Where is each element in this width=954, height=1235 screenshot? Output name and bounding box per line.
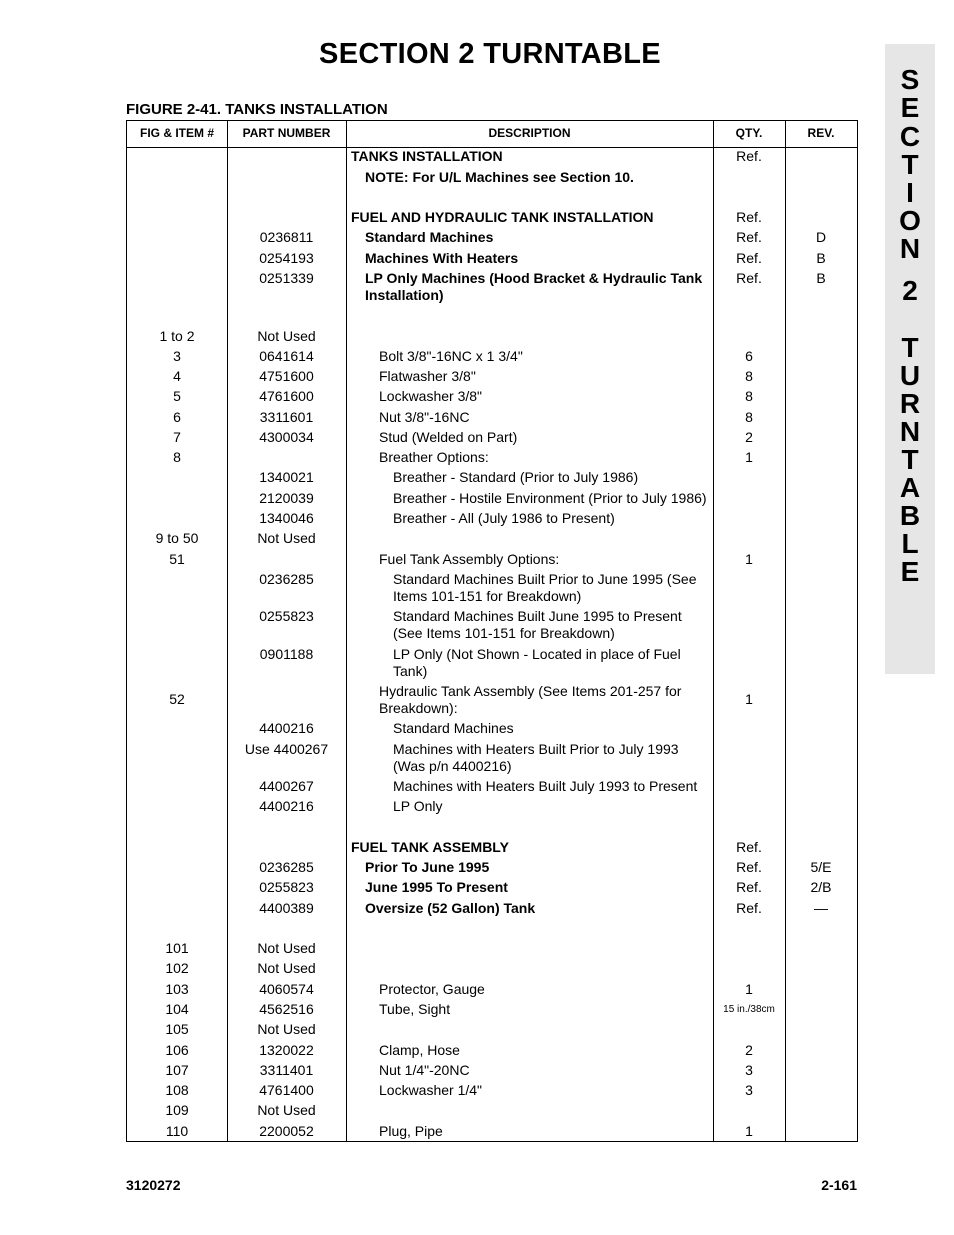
part-number-cell: 3311401	[259, 1062, 314, 1078]
part-number-cell: 4761600	[259, 388, 314, 404]
rev-cell: D	[815, 229, 827, 245]
part-number-cell: 4562516	[259, 1001, 314, 1017]
description-cell: Lockwasher 3/8"	[379, 388, 483, 404]
part-number-cell: 0641614	[259, 348, 314, 364]
qty-cell: 2	[745, 429, 753, 445]
description-cell: Oversize (52 Gallon) Tank	[365, 900, 536, 916]
part-number-cell: 0236811	[259, 229, 314, 245]
rev-cell: 2/B	[810, 879, 832, 895]
part-number-cell: 1320022	[259, 1042, 314, 1058]
description-cell: Protector, Gauge	[379, 981, 485, 997]
part-number-cell: 4751600	[259, 368, 314, 384]
part-number-cell: 4400216	[259, 720, 314, 736]
side-tab-letter: C	[899, 121, 921, 152]
part-number-cell: Not Used	[257, 960, 316, 976]
parts-table	[126, 120, 858, 1142]
part-number-cell: 0254193	[259, 250, 314, 266]
part-number-cell: Not Used	[257, 328, 316, 344]
part-number-cell: Not Used	[257, 1021, 316, 1037]
description-cell: FUEL AND HYDRAULIC TANK INSTALLATION	[351, 209, 654, 225]
part-number-cell: 1340046	[259, 510, 314, 526]
description-cell: Stud (Welded on Part)	[379, 429, 518, 445]
qty-cell: 1	[745, 1123, 753, 1139]
qty-cell: Ref.	[736, 900, 762, 916]
item-number-cell: 1 to 2	[159, 328, 195, 344]
description-cell: Clamp, Hose	[379, 1042, 460, 1058]
section-side-tab	[885, 44, 935, 674]
description-cell: Breather - Standard (Prior to July 1986)	[393, 469, 639, 485]
part-number-cell: Not Used	[257, 940, 316, 956]
qty-cell: 6	[745, 348, 753, 364]
description-cell: Breather - Hostile Environment (Prior to July 1986)	[393, 490, 707, 506]
description-cell: Lockwasher 1/4"	[379, 1082, 483, 1098]
page-number: 2-161	[821, 1177, 857, 1193]
qty-cell: 1	[745, 551, 753, 567]
part-number-cell: Use 4400267	[244, 741, 329, 757]
description-cell: Standard Machines	[393, 720, 514, 736]
qty-cell: 1	[745, 449, 753, 465]
item-number-cell: 107	[165, 1062, 189, 1078]
qty-cell: 1	[745, 691, 753, 707]
part-number-cell: 4400389	[259, 900, 314, 916]
item-number-cell: 5	[173, 388, 181, 404]
part-number-cell: 2200052	[259, 1123, 314, 1139]
side-tab-letter: B	[899, 500, 921, 531]
description-cell: Bolt 3/8"-16NC x 1 3/4"	[379, 348, 523, 364]
item-number-cell: 103	[165, 981, 189, 997]
rev-cell: B	[816, 270, 826, 286]
side-tab-letter: 2	[902, 275, 918, 306]
item-number-cell: 110	[165, 1123, 189, 1139]
part-number-cell: 0255823	[259, 879, 314, 895]
description-cell: LP Only	[393, 798, 443, 814]
part-number-cell: 1340021	[259, 469, 314, 485]
description-cell: Standard Machines	[365, 229, 494, 245]
description-cell: Breather - All (July 1986 to Present)	[393, 510, 615, 526]
description-cell: Nut 3/8"-16NC	[379, 409, 470, 425]
side-tab-letter: E	[900, 556, 920, 587]
qty-cell: Ref.	[736, 148, 762, 164]
part-number-cell: 2120039	[259, 490, 314, 506]
side-tab-letter: E	[900, 92, 920, 123]
description-cell: NOTE: For U/L Machines see Section 10.	[365, 169, 634, 185]
item-number-cell: 109	[165, 1102, 189, 1118]
qty-cell: Ref.	[736, 270, 762, 286]
description-cell: Standard Machines Built June 1995 to Present (See Items 101-151 for Breakdown)	[393, 608, 682, 641]
part-number-cell: 4060574	[259, 981, 314, 997]
rev-cell: —	[814, 900, 828, 916]
description-cell: Standard Machines Built Prior to June 1995 (See Items 101-151 for Breakdown)	[393, 571, 697, 604]
qty-cell: 3	[745, 1082, 753, 1098]
description-cell: June 1995 To Present	[365, 879, 508, 895]
side-tab-letter: O	[899, 205, 921, 236]
description-cell: FUEL TANK ASSEMBLY	[351, 839, 509, 855]
part-number-cell: 0255823	[259, 608, 314, 624]
side-tab-letter: N	[899, 416, 921, 447]
item-number-cell: 106	[165, 1042, 189, 1058]
part-number-cell: 4400267	[259, 778, 314, 794]
qty-cell: 8	[745, 409, 753, 425]
figure-caption: FIGURE 2-41. TANKS INSTALLATION	[126, 101, 388, 118]
side-tab-letter: T	[901, 149, 919, 180]
column-header-qty: QTY.	[735, 126, 763, 140]
item-number-cell: 104	[165, 1001, 189, 1017]
side-tab-letter: A	[899, 472, 921, 503]
qty-cell: 8	[745, 388, 753, 404]
part-number-cell: 4400216	[259, 798, 314, 814]
side-tab-letter: T	[901, 444, 919, 475]
description-cell: LP Only (Not Shown - Located in place of Fuel Tank)	[393, 646, 681, 679]
description-cell: Fuel Tank Assembly Options:	[379, 551, 560, 567]
column-header-rev: REV.	[807, 126, 835, 140]
qty-cell: 15 in./38cm	[723, 1004, 775, 1015]
side-tab-letter: I	[906, 177, 914, 208]
item-number-cell: 8	[173, 449, 181, 465]
column-header-description: DESCRIPTION	[488, 126, 571, 140]
part-number-cell: 3311601	[259, 409, 314, 425]
item-number-cell: 101	[165, 940, 189, 956]
side-tab-letter: T	[901, 332, 919, 363]
description-cell: Flatwasher 3/8"	[379, 368, 476, 384]
part-number-cell: Not Used	[257, 1102, 316, 1118]
description-cell: Breather Options:	[379, 449, 489, 465]
item-number-cell: 9 to 50	[155, 530, 199, 546]
item-number-cell: 52	[169, 691, 185, 707]
description-cell: Tube, Sight	[379, 1001, 451, 1017]
part-number-cell: 0251339	[259, 270, 314, 286]
qty-cell: 1	[745, 981, 753, 997]
page-title: SECTION 2 TURNTABLE	[319, 38, 661, 70]
description-cell: Plug, Pipe	[379, 1123, 443, 1139]
column-header-part-number: PART NUMBER	[242, 126, 331, 140]
description-cell: Machines with Heaters Built Prior to July 1993 (Was p/n 4400216)	[393, 741, 679, 774]
part-number-cell: 0901188	[259, 646, 314, 662]
description-cell: TANKS INSTALLATION	[351, 148, 503, 164]
qty-cell: Ref.	[736, 879, 762, 895]
description-cell: Nut 1/4"-20NC	[379, 1062, 470, 1078]
part-number-cell: 4300034	[259, 429, 314, 445]
qty-cell: Ref.	[736, 839, 762, 855]
item-number-cell: 108	[165, 1082, 189, 1098]
description-cell: Hydraulic Tank Assembly (See Items 201-257 for Breakdown):	[379, 683, 682, 716]
qty-cell: Ref.	[736, 250, 762, 266]
side-tab-letter: L	[901, 528, 919, 559]
item-number-cell: 6	[173, 409, 181, 425]
qty-cell: 8	[745, 368, 753, 384]
side-tab-letter: R	[899, 388, 921, 419]
qty-cell: 2	[745, 1042, 753, 1058]
qty-cell: Ref.	[736, 209, 762, 225]
document-number: 3120272	[126, 1177, 181, 1193]
part-number-cell: 0236285	[259, 571, 314, 587]
item-number-cell: 4	[173, 368, 181, 384]
item-number-cell: 7	[173, 429, 181, 445]
rev-cell: 5/E	[810, 859, 832, 875]
side-tab-letter: N	[899, 233, 921, 264]
side-tab-letter: U	[899, 360, 921, 391]
description-cell: LP Only Machines (Hood Bracket & Hydraulic Tank Installation)	[365, 270, 703, 303]
side-tab-letter: S	[900, 64, 920, 95]
item-number-cell: 3	[173, 348, 181, 364]
description-cell: Machines With Heaters	[365, 250, 519, 266]
item-number-cell: 105	[165, 1021, 189, 1037]
qty-cell: Ref.	[736, 229, 762, 245]
qty-cell: Ref.	[736, 859, 762, 875]
rev-cell: B	[816, 250, 826, 266]
part-number-cell: 0236285	[259, 859, 314, 875]
column-header-item: FIG & ITEM #	[139, 126, 214, 140]
item-number-cell: 51	[169, 551, 185, 567]
description-cell: Prior To June 1995	[365, 859, 490, 875]
description-cell: Machines with Heaters Built July 1993 to Present	[393, 778, 698, 794]
part-number-cell: Not Used	[257, 530, 316, 546]
qty-cell: 3	[745, 1062, 753, 1078]
part-number-cell: 4761400	[259, 1082, 314, 1098]
item-number-cell: 102	[165, 960, 189, 976]
